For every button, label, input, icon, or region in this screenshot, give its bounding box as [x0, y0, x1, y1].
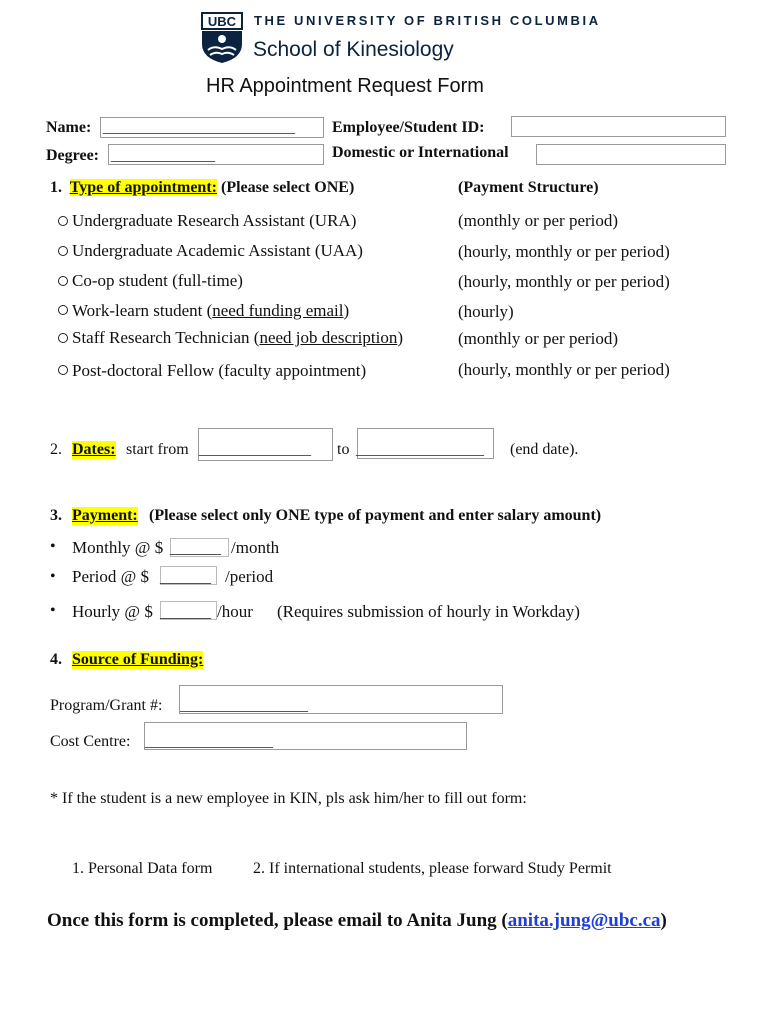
- option-work-learn-structure: (hourly): [458, 302, 514, 321]
- radio-postdoc[interactable]: [58, 365, 68, 375]
- bullet-hourly: •: [50, 602, 56, 619]
- staff-tech-prefix: Staff Research Technician (: [72, 328, 260, 347]
- section2-number: 2.: [50, 441, 62, 458]
- option-ura-structure: (monthly or per period): [458, 211, 619, 230]
- section1-title: Type of appointment:: [69, 179, 217, 196]
- section4-title: Source of Funding:: [72, 651, 204, 668]
- hourly-label: Hourly @ $: [72, 602, 153, 621]
- cost-centre-underline: ________________: [145, 733, 273, 750]
- period-underline: ______: [160, 567, 211, 586]
- need-funding-email-link[interactable]: need funding email: [212, 301, 344, 320]
- radio-coop[interactable]: [58, 276, 68, 286]
- radio-ura[interactable]: [58, 216, 68, 226]
- period-label: Period @ $: [72, 567, 150, 586]
- option-postdoc-label: Post-doctoral Fellow (faculty appointment): [72, 361, 367, 380]
- new-employee-note: * If the student is a new employee in KIN, pls ask him/her to fill out form:: [50, 790, 527, 807]
- option-postdoc-structure: (hourly, monthly or per period): [458, 360, 670, 379]
- to-text: to: [337, 441, 350, 458]
- option-staff-tech-structure: (monthly or per period): [458, 329, 619, 348]
- hourly-note: (Requires submission of hourly in Workday): [277, 602, 580, 621]
- section1-heading: [50, 179, 354, 197]
- start-date-underline: ______________: [199, 441, 311, 458]
- option-uaa-structure: (hourly, monthly or per period): [458, 242, 670, 261]
- hourly-underline: ______: [160, 602, 211, 621]
- ubc-crest-icon: [200, 12, 244, 64]
- bullet-monthly: •: [50, 538, 56, 555]
- email-link[interactable]: anita.jung@ubc.ca: [507, 910, 661, 931]
- need-job-description-link[interactable]: need job description: [259, 328, 398, 347]
- radio-work-learn[interactable]: [58, 305, 68, 315]
- program-grant-underline: ________________: [180, 697, 308, 714]
- radio-staff-tech[interactable]: [58, 333, 68, 343]
- ubc-logo: [200, 12, 244, 64]
- university-name: THE UNIVERSITY OF BRITISH COLUMBIA: [254, 13, 601, 28]
- radio-uaa[interactable]: [58, 246, 68, 256]
- final-instruction: [47, 910, 667, 932]
- employee-id-label: Employee/Student ID:: [332, 119, 485, 136]
- payment-structure-heading: (Payment Structure): [458, 179, 599, 196]
- work-learn-suffix: ): [343, 301, 350, 320]
- section1-instruction: (Please select ONE): [220, 179, 355, 196]
- final-instruction-suffix: ): [660, 910, 667, 931]
- domestic-international-field[interactable]: [536, 144, 726, 165]
- form-title: HR Appointment Request Form: [206, 75, 484, 97]
- domestic-label: Domestic or International: [332, 144, 509, 161]
- monthly-unit: /month: [231, 538, 280, 557]
- personal-data-form-item: 1. Personal Data form: [72, 860, 213, 877]
- option-ura-label: Undergraduate Research Assistant (URA): [72, 211, 357, 230]
- final-instruction-prefix: Once this form is completed, please email to Anita Jung (: [47, 910, 508, 931]
- end-date-text: (end date).: [510, 441, 579, 458]
- bullet-period: •: [50, 568, 56, 585]
- degree-underline: _____________: [111, 147, 215, 164]
- option-coop-label: Co-op student (full-time): [72, 271, 243, 290]
- study-permit-item: 2. If international students, please forward Study Permit: [253, 860, 612, 877]
- hourly-unit: /hour: [217, 602, 253, 621]
- section2-title: Dates:: [72, 441, 116, 458]
- staff-tech-suffix: ): [397, 328, 403, 347]
- section3-number: 3.: [50, 507, 62, 524]
- start-from-text: start from: [126, 441, 189, 458]
- program-grant-label: Program/Grant #:: [50, 697, 163, 714]
- option-uaa-label: Undergraduate Academic Assistant (UAA): [72, 241, 363, 260]
- section3-instruction: (Please select only ONE type of payment and enter salary amount): [149, 507, 602, 524]
- work-learn-prefix: Work-learn student (: [72, 301, 213, 320]
- ubc-logo-text: UBC: [207, 14, 237, 29]
- end-date-underline: ________________: [356, 441, 484, 458]
- period-unit: /period: [225, 567, 274, 586]
- section3-title: Payment:: [72, 507, 138, 524]
- name-label: Name:: [46, 119, 92, 136]
- employee-id-field[interactable]: [511, 116, 726, 137]
- section4-number: 4.: [50, 651, 62, 668]
- option-coop-structure: (hourly, monthly or per period): [458, 272, 670, 291]
- section1-number: 1.: [50, 179, 62, 196]
- option-work-learn-label: [72, 301, 349, 321]
- name-underline: ________________________: [103, 119, 295, 136]
- option-staff-tech-label: [72, 328, 403, 348]
- monthly-label: Monthly @ $: [72, 538, 164, 557]
- monthly-underline: ______: [170, 538, 221, 557]
- school-name: School of Kinesiology: [253, 38, 454, 61]
- cost-centre-label: Cost Centre:: [50, 733, 131, 750]
- degree-label: Degree:: [46, 147, 99, 164]
